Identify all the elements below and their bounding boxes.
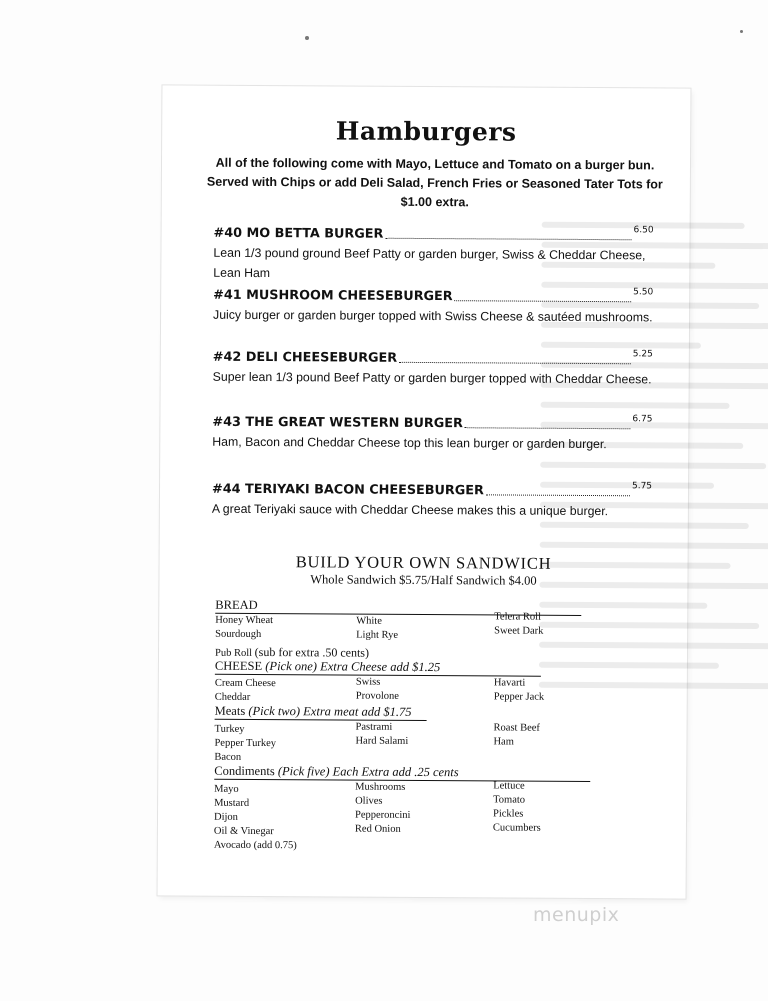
burger-description: A great Teriyaki sauce with Cheddar Cheese makes this a unique burger.: [211, 501, 609, 519]
meat-option: Ham: [493, 736, 514, 748]
condiment-option: Cucumbers: [492, 822, 541, 834]
dot-leader: [465, 427, 630, 429]
burger-price: 6.50: [633, 225, 654, 236]
meat-option: Turkey: [214, 723, 245, 735]
cheese-note: (Pick one) Extra Cheese add $1.25: [265, 659, 441, 675]
burger-name: #41 MUSHROOM CHEESEBURGER: [213, 287, 453, 305]
section-heading: [215, 704, 427, 721]
section-heading: [215, 659, 541, 677]
intro-text: All of the following come with Mayo, Lettuce and Tomato on a burger bun. Served with Chips or add Deli Salad, French Fries or Seasoned Tater Tots for $1.00 extra.: [206, 155, 663, 210]
meat-option: Bacon: [214, 751, 242, 763]
byo-subtitle: Whole Sandwich $5.75/Half Sandwich $4.00: [310, 572, 537, 588]
condiments-section: [214, 762, 591, 854]
byo-title: BUILD YOUR OWN SANDWICH: [295, 552, 552, 573]
burger-item: [212, 415, 652, 455]
dot-leader: [486, 494, 630, 496]
cheese-option: Cream Cheese: [214, 677, 276, 690]
cheese-option: Havarti: [493, 677, 526, 689]
burger-price: 6.75: [632, 414, 653, 425]
bread-option: Honey Wheat: [215, 614, 274, 627]
burger-price: 5.50: [633, 287, 654, 298]
condiment-option: Lettuce: [493, 780, 525, 792]
meats-heading: Meats: [214, 703, 246, 718]
dot-leader: [385, 238, 631, 241]
bread-option: White: [356, 615, 382, 627]
meats-options: [214, 720, 540, 765]
burger-price: 5.25: [632, 349, 653, 360]
pub-roll-note: (sub for extra .50 cents): [254, 644, 370, 660]
burger-name: #43 THE GREAT WESTERN BURGER: [212, 414, 463, 432]
burger-item: [213, 226, 653, 286]
dot-leader: [455, 300, 631, 302]
meat-option: Hard Salami: [355, 735, 409, 747]
burger-description: Super lean 1/3 pound Beef Patty or garden burger topped with Cheddar Cheese.: [212, 369, 652, 387]
meats-note: (Pick two) Extra meat add $1.75: [248, 703, 412, 719]
bread-heading: BREAD: [215, 597, 258, 612]
cheese-section: [214, 657, 545, 707]
condiment-option: Mayo: [214, 783, 239, 795]
burger-name: #40 MO BETTA BURGER: [213, 225, 384, 242]
condiment-option: Pepperoncini: [354, 809, 411, 821]
burger-description: Juicy burger or garden burger topped with Swiss Cheese & sautéed mushrooms.: [213, 307, 653, 325]
burger-item: [213, 288, 653, 328]
condiment-option: Avocado (add 0.75): [213, 839, 297, 852]
cheese-option: Provolone: [355, 690, 399, 702]
burger-item: [212, 482, 652, 522]
bread-section: [215, 596, 581, 662]
burger-price: 5.75: [631, 481, 653, 492]
condiment-option: Dijon: [213, 811, 238, 823]
bread-options: [215, 611, 581, 646]
meats-section: [214, 702, 540, 765]
condiment-option: Tomato: [493, 794, 526, 806]
page-title: Hamburgers: [335, 116, 517, 147]
dot-leader: [399, 362, 631, 364]
bread-option: Pub Roll: [214, 647, 253, 659]
burger-description: Lean 1/3 pound ground Beef Patty or garden burger, Swiss & Cheddar Cheese, Lean Ham: [213, 245, 646, 280]
condiment-option: Pickles: [493, 808, 524, 820]
condiments-heading: Condiments: [214, 763, 275, 779]
burger-name: #44 TERIYAKI BACON CHEESEBURGER: [211, 481, 484, 499]
scan-speck: [305, 36, 309, 40]
condiments-note: (Pick five) Each Extra add .25 cents: [277, 764, 459, 780]
cheese-heading: CHEESE: [214, 658, 263, 674]
cheese-option: Swiss: [355, 676, 381, 688]
meat-option: Roast Beef: [493, 722, 540, 734]
menu-page: [158, 85, 691, 898]
bread-option: Telera Roll: [494, 611, 542, 623]
burger-item: [213, 350, 653, 390]
scan-speck: [740, 30, 743, 33]
cheese-option: Cheddar: [214, 691, 251, 703]
burger-name: #42 DELI CHEESEBURGER: [212, 349, 398, 366]
bread-option: Light Rye: [356, 629, 399, 641]
cheese-option: Pepper Jack: [493, 691, 545, 703]
condiment-option: Mustard: [214, 797, 250, 809]
condiment-option: Red Onion: [354, 823, 401, 835]
condiment-option: Olives: [355, 795, 383, 807]
condiment-option: Mushrooms: [355, 781, 406, 793]
condiment-option: Oil & Vinegar: [213, 825, 274, 838]
bread-option: Sourdough: [215, 628, 262, 641]
watermark-logo: menupix: [533, 904, 620, 926]
meat-option: Pepper Turkey: [214, 737, 277, 750]
burger-description: Ham, Bacon and Cheddar Cheese top this lean burger or garden burger.: [212, 434, 607, 452]
bread-option: Sweet Dark: [494, 625, 544, 637]
meat-option: Pastrami: [355, 721, 393, 733]
condiments-options: [214, 780, 590, 854]
